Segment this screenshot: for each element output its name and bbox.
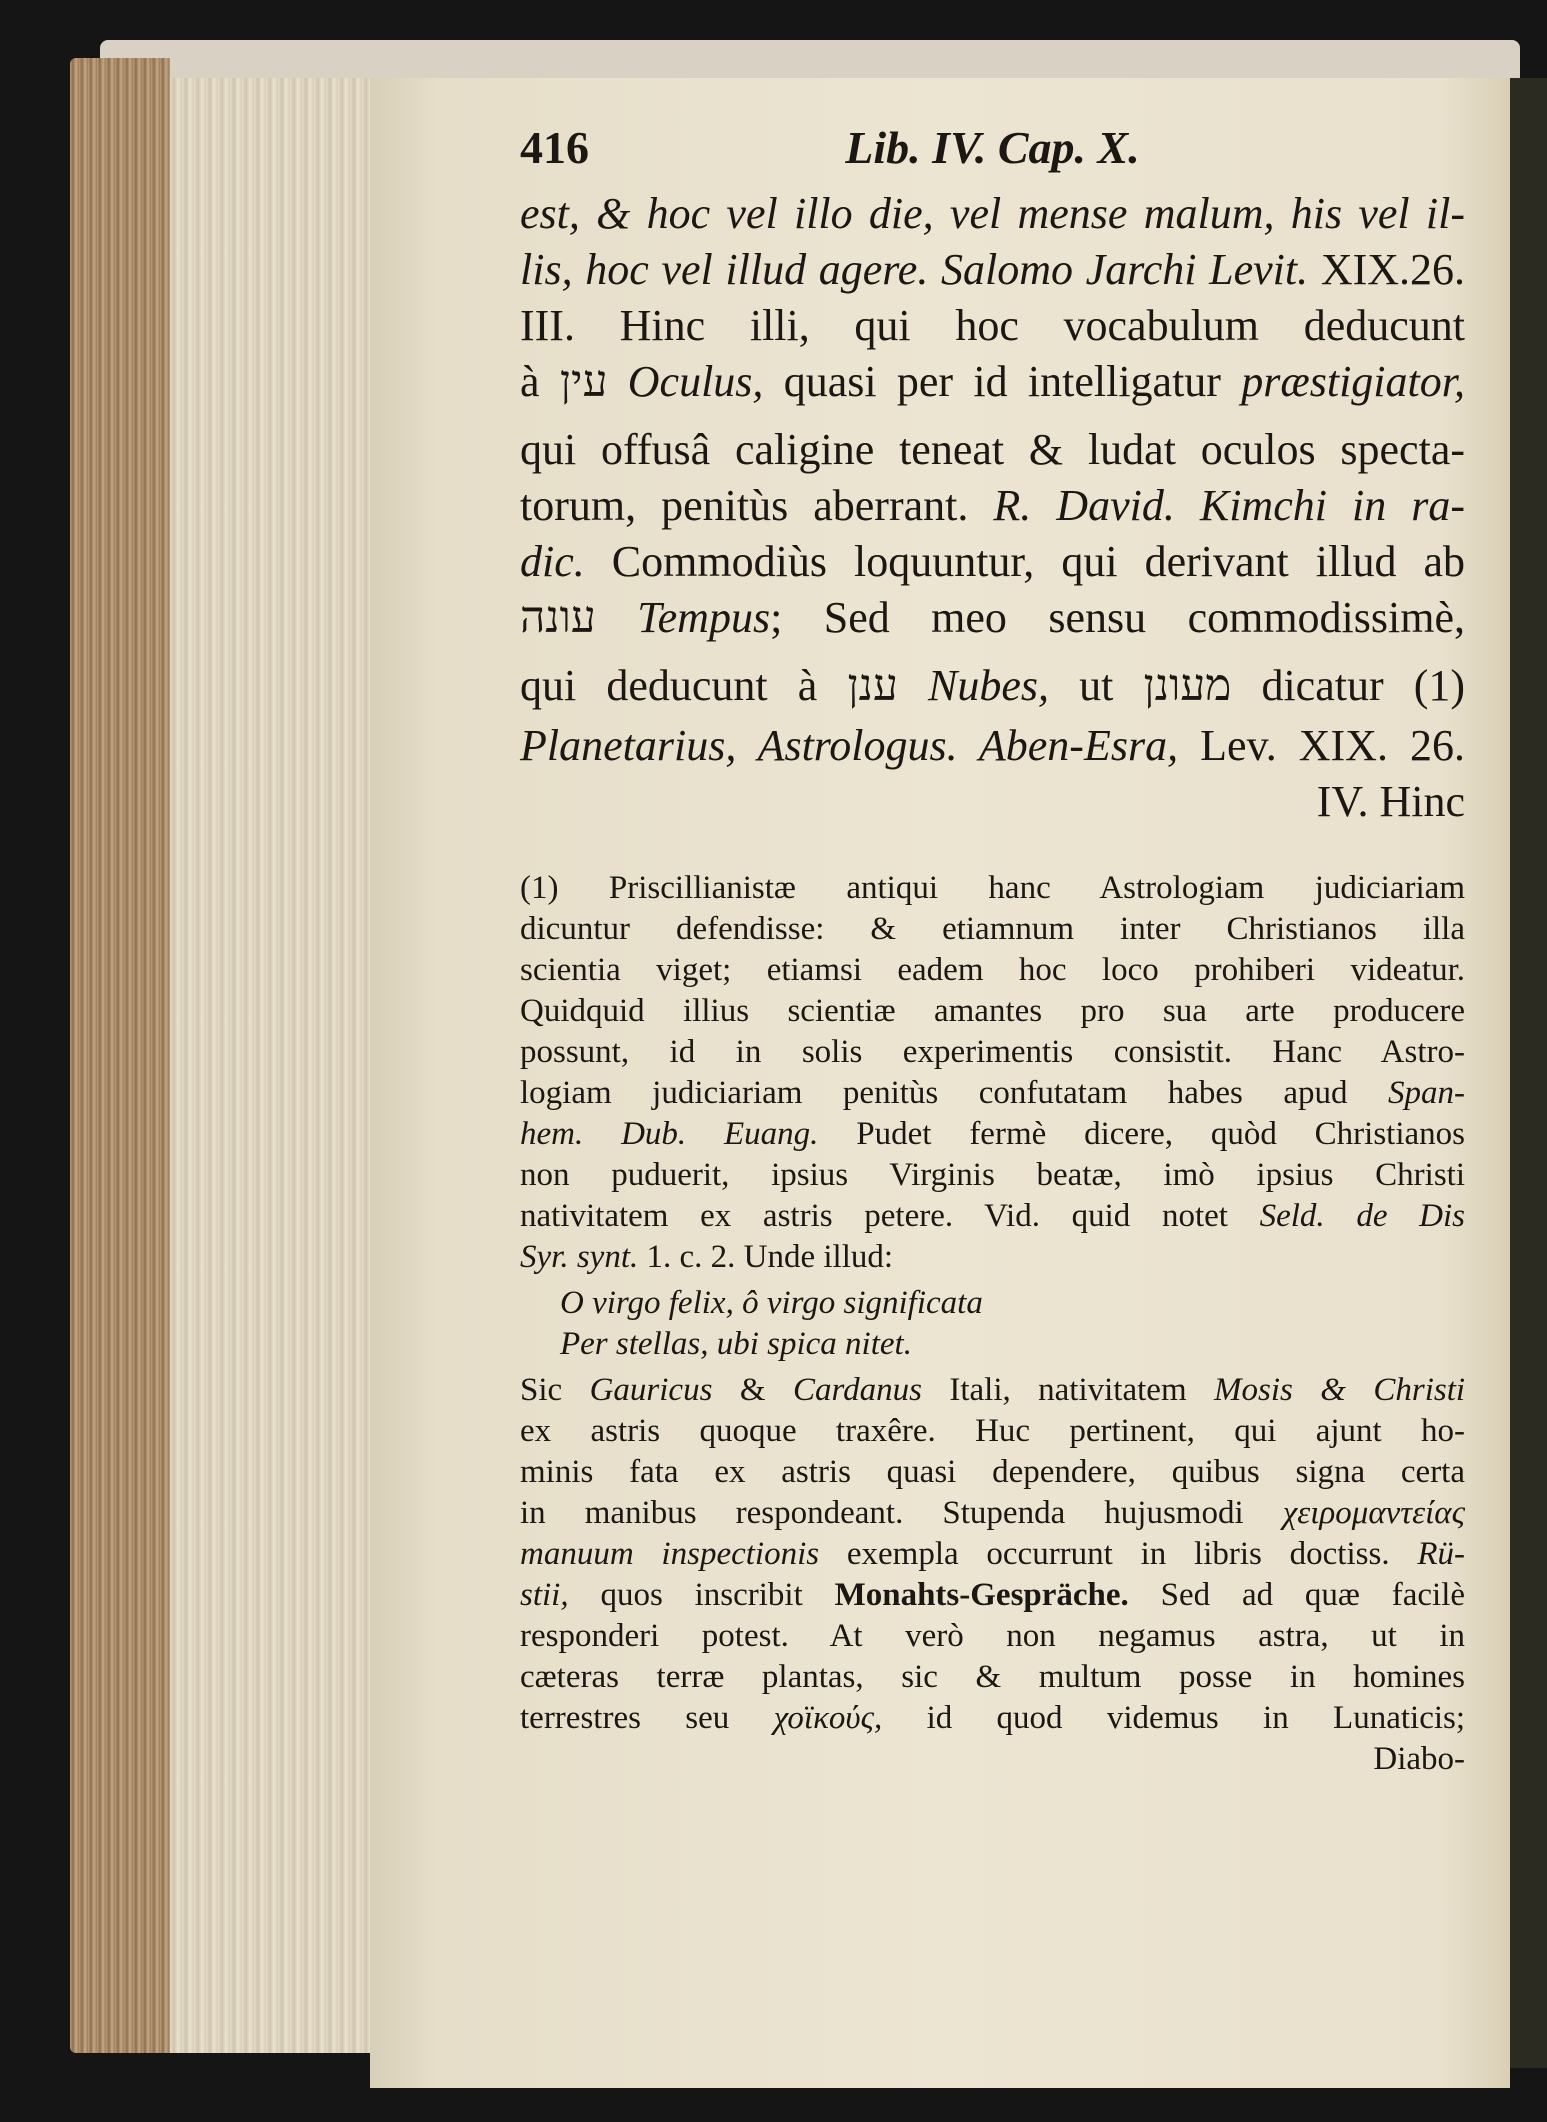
book-spine-edge bbox=[70, 58, 170, 2053]
footnote-line: terrestres seu χοϊκούς, id quod videmus in Lunaticis; bbox=[520, 1700, 1466, 1736]
footnote-line: Syr. synt. 1. c. 2. Unde illud: bbox=[520, 1239, 894, 1275]
footnote-line: cæteras terræ plantas, sic & multum posse in homines bbox=[520, 1659, 1465, 1695]
footnote-line: in manibus respondeant. Stupenda hujusmodi χειρομαντείας bbox=[520, 1495, 1465, 1531]
hebrew-word: עין bbox=[559, 356, 608, 407]
text-line: lis, hoc vel illud agere. Salomo Jarchi Levit. XIX.26. bbox=[520, 245, 1466, 294]
footnote-line: responderi potest. At verò non negamus astra, ut in bbox=[520, 1618, 1465, 1654]
greek-word: χοϊκούς, bbox=[773, 1700, 883, 1736]
book-page bbox=[370, 78, 1510, 2088]
footnote-line: Sic Gauricus & Cardanus Itali, nativitatem Mosis & Christi bbox=[520, 1372, 1466, 1408]
text-line: עונה Tempus; Sed meo sensu commodissimè, bbox=[520, 592, 1465, 643]
hebrew-word: ענן bbox=[847, 660, 898, 711]
verse-line: Per stellas, ubi spica nitet. bbox=[560, 1326, 912, 1362]
footnote-line: dicuntur defendisse: & etiamnum inter Christianos illa bbox=[520, 911, 1465, 947]
footnote-line: (1) Priscillianistæ antiqui hanc Astrologiam judiciariam bbox=[520, 870, 1465, 906]
footnote-line: hem. Dub. Euang. Pudet fermè dicere, quòd Christianos bbox=[520, 1116, 1466, 1152]
book-top-edge bbox=[100, 40, 1520, 80]
text-line: qui deducunt à ענן Nubes, ut מעונן dicatur (1) bbox=[520, 660, 1466, 711]
running-header bbox=[520, 118, 1465, 178]
greek-word: χειρομαντείας bbox=[1282, 1495, 1465, 1531]
hebrew-word: מעונן bbox=[1143, 660, 1232, 711]
running-title: Lib. IV. Cap. X. bbox=[845, 122, 1140, 173]
text-line: qui offusâ caligine teneat & ludat oculos specta- bbox=[520, 425, 1465, 474]
text-line: est, & hoc vel illo die, vel mense malum, his vel il- bbox=[520, 189, 1465, 238]
page-stack bbox=[170, 78, 380, 2053]
footnote-line: stii, quos inscribit Monahts-Gespräche. Sed ad quæ facilè bbox=[520, 1577, 1466, 1613]
footnote-line: manuum inspectionis exempla occurrunt in libris doctiss. Rü- bbox=[520, 1536, 1465, 1572]
blackletter-title: Monahts-Gespräche. bbox=[834, 1577, 1129, 1613]
verse-line: O virgo felix, ô virgo significata bbox=[560, 1285, 983, 1321]
text-line: III. Hinc illi, qui hoc vocabulum deducunt bbox=[520, 301, 1465, 350]
footnote-line: ex astris quoque traxêre. Huc pertinent, qui ajunt ho- bbox=[520, 1413, 1465, 1449]
footnote-line: possunt, id in solis experimentis consistit. Hanc Astro- bbox=[520, 1034, 1465, 1070]
facing-page-edge bbox=[1510, 78, 1547, 2068]
catchword: Diabo- bbox=[1373, 1741, 1465, 1777]
hebrew-word: עונה bbox=[520, 592, 596, 643]
footnote-line: nativitatem ex astris petere. Vid. quid notet Seld. de Dis bbox=[520, 1198, 1465, 1234]
text-line: torum, penitùs aberrant. R. David. Kimchi in ra- bbox=[520, 481, 1466, 530]
text-line: Planetarius, Astrologus. Aben-Esra, Lev. XIX. 26. bbox=[520, 721, 1466, 770]
footnote-line: minis fata ex astris quasi dependere, quibus signa certa bbox=[520, 1454, 1465, 1490]
footnote-line: Quidquid illius scientiæ amantes pro sua arte producere bbox=[520, 993, 1465, 1029]
footnote-line: scientia viget; etiamsi eadem hoc loco prohiberi videatur. bbox=[520, 952, 1465, 988]
footnote-line: non puduerit, ipsius Virginis beatæ, imò ipsius Christi bbox=[520, 1157, 1465, 1193]
footnote-line: logiam judiciariam penitùs confutatam habes apud Span- bbox=[520, 1075, 1465, 1111]
catchword: IV. Hinc bbox=[1316, 777, 1465, 826]
page-number: 416 bbox=[520, 122, 589, 173]
text-line: à עין Oculus, quasi per id intelligatur præstigiator, bbox=[520, 356, 1466, 407]
text-line: dic. Commodiùs loquuntur, qui derivant illud ab bbox=[520, 537, 1465, 586]
